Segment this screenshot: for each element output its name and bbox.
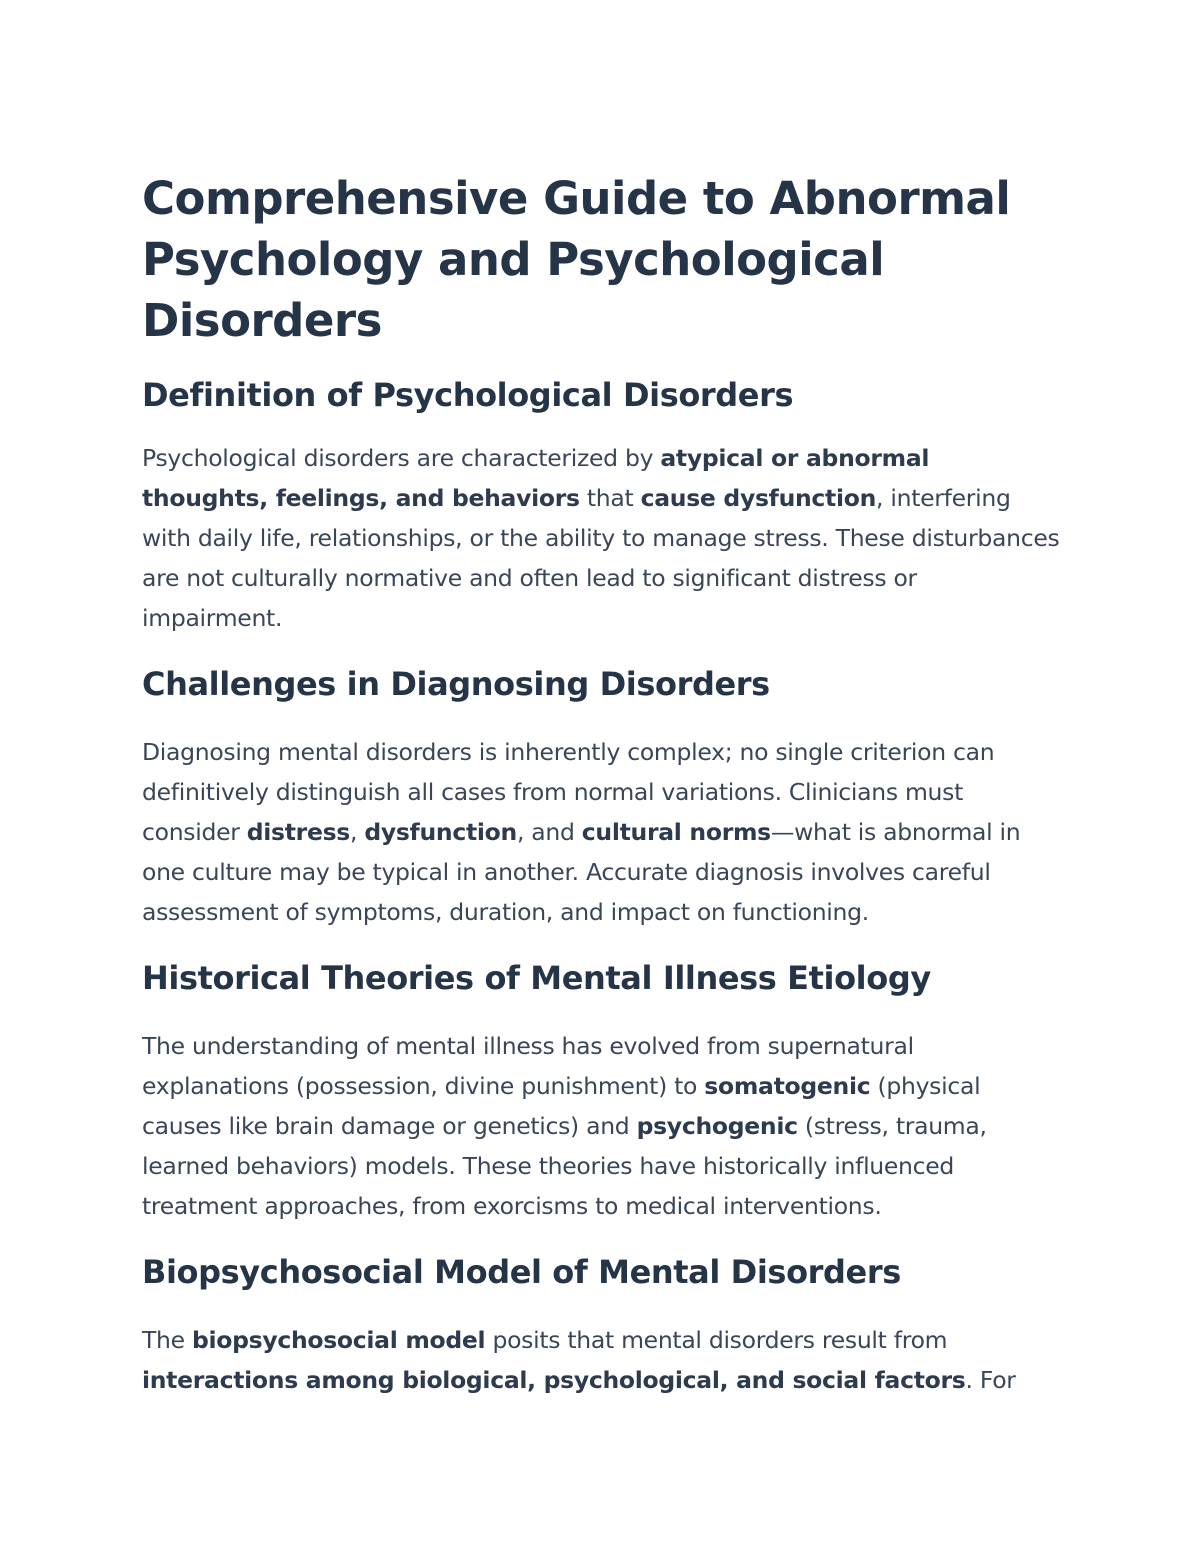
paragraph-text: , interfering with daily life, relationships, or the ability to manage stress. These disturbances are not culturally normative and often lead to significant distress or impairment. [142, 484, 1060, 632]
section-heading-historical-theories: Historical Theories of Mental Illness Etiology [142, 959, 931, 997]
paragraph-text: that [579, 484, 641, 512]
section-paragraph-historical-theories [142, 1026, 1062, 1226]
paragraph-text: The understanding of mental illness has evolved from supernatural explanations (possession, divine punishment) to [142, 1032, 914, 1100]
section-heading-definition: Definition of Psychological Disorders [142, 376, 794, 414]
section-heading-challenges: Challenges in Diagnosing Disorders [142, 665, 770, 703]
paragraph-text: Psychological disorders are characterized by [142, 444, 661, 472]
emphasis-text: biopsychosocial model [191, 1326, 486, 1354]
paragraph-text: The [142, 1326, 192, 1354]
emphasis-text: dysfunction [364, 818, 517, 846]
emphasis-text: somatogenic [704, 1072, 871, 1100]
section-heading-biopsychosocial: Biopsychosocial Model of Mental Disorders [142, 1253, 901, 1291]
emphasis-text: distress [246, 818, 350, 846]
emphasis-text: psychogenic [636, 1112, 798, 1140]
document-title: Comprehensive Guide to Abnormal Psychology and Psychological Disorders [142, 172, 1011, 347]
paragraph-text: . For [965, 1366, 1016, 1394]
paragraph-text: , and [516, 818, 582, 846]
paragraph-text: Diagnosing mental disorders is inherently complex; no single criterion can definitively distinguish all cases from normal variations. Clinicians must consider [142, 738, 995, 846]
paragraph-text: , [349, 818, 365, 846]
emphasis-text: atypical or abnormal thoughts, feelings, and behaviors [142, 444, 930, 512]
section-paragraph-biopsychosocial [142, 1320, 1062, 1400]
document-page [142, 168, 1062, 1400]
paragraph-text: (physical causes like brain damage or genetics) and [142, 1072, 981, 1140]
paragraph-text: posits that mental disorders result from [485, 1326, 948, 1354]
emphasis-text: interactions among biological, psychological, and social factors [142, 1366, 966, 1394]
emphasis-text: cause dysfunction [640, 484, 877, 512]
section-paragraph-definition [142, 438, 1062, 638]
paragraph-text: (stress, trauma, learned behaviors) models. These theories have historically influenced treatment approaches, from exorcisms to medical interventions. [142, 1112, 987, 1220]
section-paragraph-challenges [142, 732, 1062, 932]
paragraph-text: —what is abnormal in one culture may be typical in another. Accurate diagnosis involves careful assessment of symptoms, duration, and impact on functioning. [142, 818, 1021, 926]
emphasis-text: cultural norms [581, 818, 771, 846]
